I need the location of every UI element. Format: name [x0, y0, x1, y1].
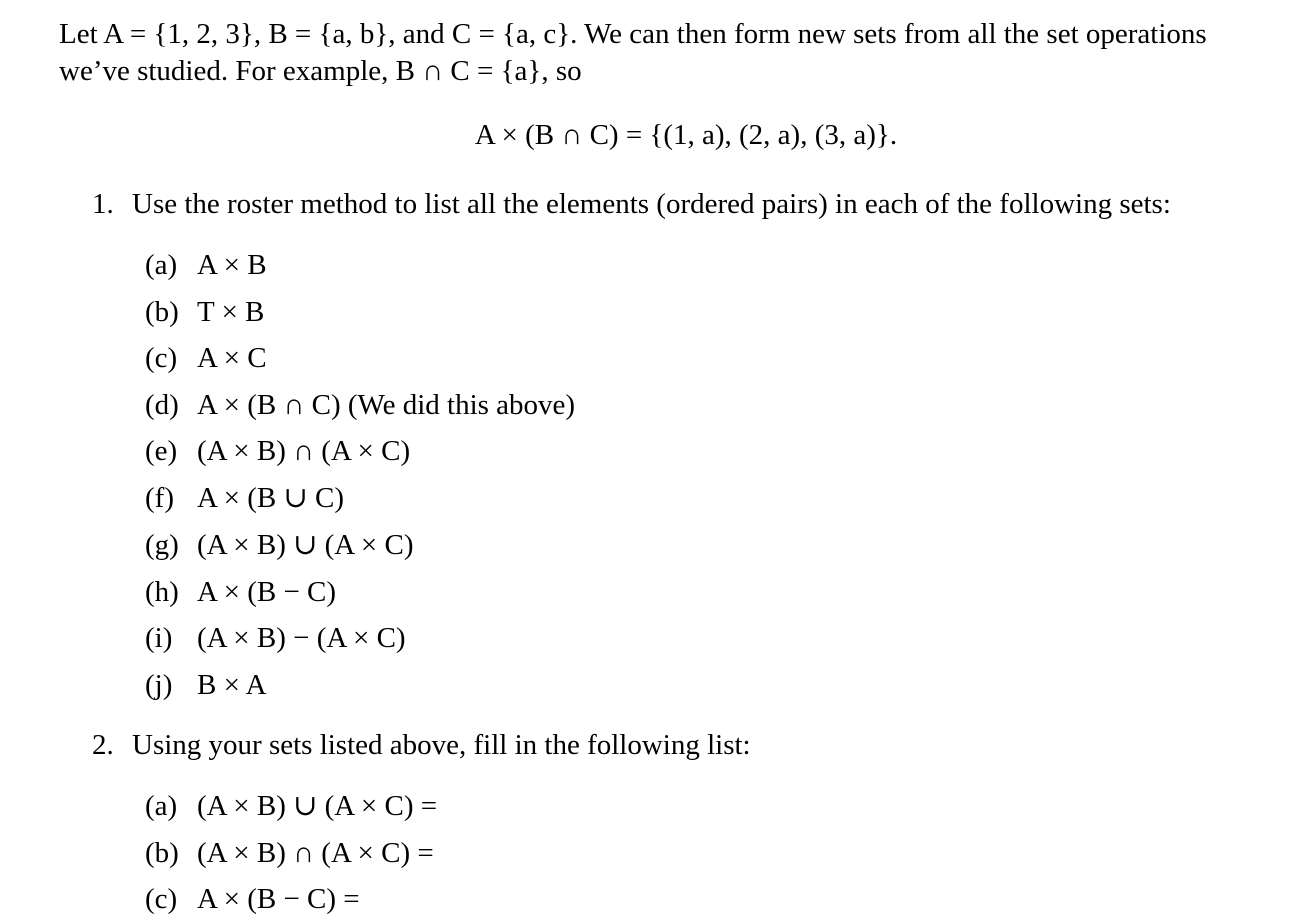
question-1-number: 1. [92, 188, 114, 220]
item-expression: A × (B ∪ C) [197, 482, 344, 514]
question-1-item-d [145, 387, 575, 423]
question-1-item-g [145, 527, 414, 563]
question-1-item-a [145, 247, 267, 283]
item-expression: B × A [197, 669, 267, 701]
question-1-item-e [145, 433, 410, 469]
question-1-item-j [145, 667, 267, 703]
item-label: (f) [145, 482, 174, 514]
item-expression: A × (B ∩ C) (We did this above) [197, 389, 576, 421]
question-2-item-a [145, 788, 437, 824]
item-expression: (A × B) ∩ (A × C) = [197, 837, 434, 869]
item-expression: T × B [197, 296, 265, 328]
question-1-text: Use the roster method to list all the elements (ordered pairs) in each of the following sets: [132, 188, 1171, 220]
question-1-item-h [145, 574, 336, 610]
item-label: (a) [145, 249, 178, 281]
item-label: (d) [145, 389, 179, 421]
question-2-number: 2. [92, 729, 114, 761]
question-2-item-b [145, 835, 434, 871]
question-2-text: Using your sets listed above, fill in the following list: [132, 729, 751, 761]
item-expression: (A × B) ∪ (A × C) [197, 529, 414, 561]
intro-line-1: Let A = {1, 2, 3}, B = {a, b}, and C = {a, c}. We can then form new sets from all the set operations [59, 18, 1207, 50]
item-label: (g) [145, 529, 179, 561]
intro-line-2: we’ve studied. For example, B ∩ C = {a}, so [59, 55, 582, 87]
item-label: (a) [145, 790, 178, 822]
item-expression: (A × B) ∩ (A × C) [197, 435, 411, 467]
question-2 [92, 727, 751, 763]
item-label: (b) [145, 837, 179, 869]
item-expression: A × B [197, 249, 267, 281]
item-expression: (A × B) ∪ (A × C) = [197, 790, 438, 822]
question-2-item-c [145, 881, 360, 917]
question-1 [92, 186, 1171, 222]
item-label: (c) [145, 883, 178, 915]
item-expression: A × (B − C) = [197, 883, 360, 915]
question-1-item-c [145, 340, 267, 376]
question-1-item-i [145, 620, 406, 656]
item-expression: (A × B) − (A × C) [197, 622, 406, 654]
question-1-item-f [145, 480, 344, 516]
item-label: (j) [145, 669, 173, 701]
item-expression: A × C [197, 342, 267, 374]
item-label: (h) [145, 576, 179, 608]
display-equation: A × (B ∩ C) = {(1, a), (2, a), (3, a)}. [474, 119, 898, 151]
item-label: (b) [145, 296, 179, 328]
intro-paragraph [59, 16, 1312, 90]
item-label: (i) [145, 622, 173, 654]
item-label: (e) [145, 435, 178, 467]
item-label: (c) [145, 342, 178, 374]
item-expression: A × (B − C) [197, 576, 337, 608]
question-1-item-b [145, 294, 264, 330]
